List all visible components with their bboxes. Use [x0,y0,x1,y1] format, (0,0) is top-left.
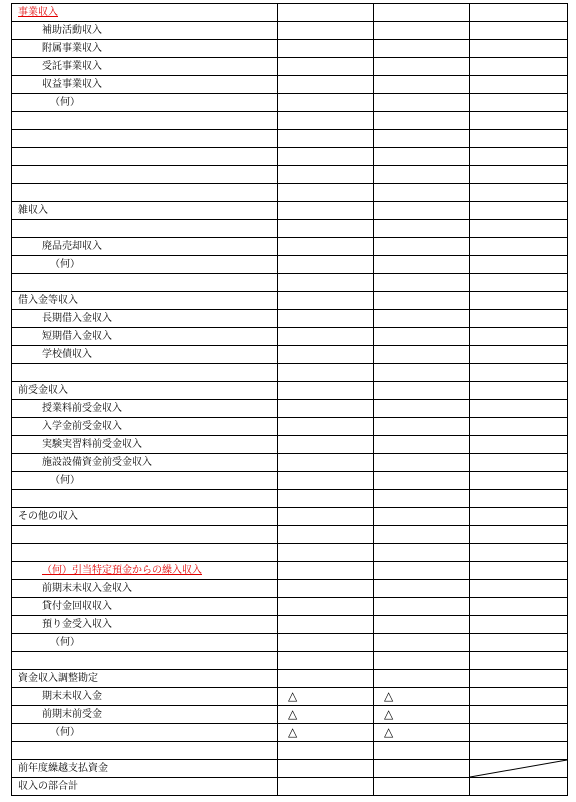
budget-cell [278,472,374,490]
budget-cell [278,544,374,562]
difference-cell [470,490,568,508]
actual-cell [374,544,470,562]
account-label: 実験実習料前受金収入 [12,436,278,454]
table-row [12,400,568,418]
account-label [12,364,278,382]
account-label: 収入の部合計 [12,778,278,796]
actual-cell [374,22,470,40]
account-label [12,652,278,670]
actual-cell [374,436,470,454]
budget-cell [278,328,374,346]
table-row [12,364,568,382]
budget-cell [278,40,374,58]
table-row [12,670,568,688]
difference-cell [470,706,568,724]
table-row [12,634,568,652]
actual-cell [374,292,470,310]
budget-cell [278,634,374,652]
budget-cell [278,580,374,598]
account-label [12,274,278,292]
account-label: 学校債収入 [12,346,278,364]
difference-cell [470,274,568,292]
difference-cell [470,130,568,148]
table-row [12,220,568,238]
budget-cell [278,58,374,76]
budget-cell [278,238,374,256]
budget-cell [278,220,374,238]
difference-cell [470,40,568,58]
actual-cell [374,508,470,526]
budget-cell [278,346,374,364]
table-row [12,130,568,148]
actual-cell [374,760,470,778]
account-label: 前受金収入 [12,382,278,400]
account-label: （何） [12,724,278,742]
difference-cell [470,310,568,328]
difference-cell [470,58,568,76]
diagonal-line [470,760,567,777]
actual-cell [374,346,470,364]
budget-cell [278,400,374,418]
budget-cell [278,364,374,382]
account-label: 短期借入金収入 [12,328,278,346]
table-row [12,418,568,436]
budget-cell: △ [278,706,374,724]
table-row [12,256,568,274]
account-label: 補助活動収入 [12,22,278,40]
actual-cell [374,256,470,274]
difference-cell [470,400,568,418]
actual-cell [374,472,470,490]
budget-cell [278,436,374,454]
account-label [12,490,278,508]
difference-cell [470,238,568,256]
table-row [12,40,568,58]
budget-cell [278,616,374,634]
table-row [12,706,568,724]
actual-cell [374,130,470,148]
difference-cell [470,346,568,364]
budget-cell [278,526,374,544]
income-ledger-table [11,3,568,796]
budget-cell [278,418,374,436]
difference-cell [470,724,568,742]
account-label: 借入金等収入 [12,292,278,310]
actual-cell [374,598,470,616]
table-row [12,472,568,490]
actual-cell [374,238,470,256]
account-label: （何） [12,634,278,652]
difference-cell [470,778,568,796]
account-label: 廃品売却収入 [12,238,278,256]
account-label [12,544,278,562]
account-label: 収益事業収入 [12,76,278,94]
table-row [12,184,568,202]
budget-cell [278,490,374,508]
budget-cell [278,670,374,688]
difference-cell [470,436,568,454]
actual-cell [374,148,470,166]
budget-cell [278,562,374,580]
budget-cell [278,508,374,526]
table-row [12,274,568,292]
table-row [12,778,568,796]
table-row [12,58,568,76]
diagonal-cell [470,760,568,778]
actual-cell [374,40,470,58]
budget-cell [278,292,374,310]
account-label: 前年度繰越支払資金 [12,760,278,778]
difference-cell [470,508,568,526]
account-label [12,742,278,760]
actual-cell [374,778,470,796]
table-row [12,310,568,328]
actual-cell [374,94,470,112]
budget-cell [278,130,374,148]
ledger-body [12,4,568,796]
budget-cell [278,148,374,166]
budget-cell [278,742,374,760]
account-label [12,166,278,184]
table-row [12,436,568,454]
account-label: 受託事業収入 [12,58,278,76]
actual-cell [374,526,470,544]
table-row [12,292,568,310]
table-row [12,454,568,472]
difference-cell [470,148,568,166]
account-label [12,220,278,238]
difference-cell [470,202,568,220]
table-row [12,94,568,112]
actual-cell [374,400,470,418]
budget-cell [278,184,374,202]
table-row [12,742,568,760]
account-label: （何） [12,256,278,274]
actual-cell [374,580,470,598]
account-label: 授業料前受金収入 [12,400,278,418]
difference-cell [470,652,568,670]
table-row [12,148,568,166]
table-row [12,328,568,346]
account-label: 事業収入 [12,4,278,22]
budget-cell [278,778,374,796]
budget-cell [278,112,374,130]
difference-cell [470,742,568,760]
actual-cell [374,652,470,670]
difference-cell [470,382,568,400]
account-label [12,112,278,130]
table-row [12,508,568,526]
table-row [12,616,568,634]
difference-cell [470,112,568,130]
difference-cell [470,598,568,616]
actual-cell [374,454,470,472]
table-row [12,4,568,22]
budget-cell [278,202,374,220]
account-label: 施設設備資金前受金収入 [12,454,278,472]
actual-cell [374,202,470,220]
budget-cell: △ [278,688,374,706]
table-row [12,724,568,742]
budget-cell [278,310,374,328]
actual-cell [374,364,470,382]
difference-cell [470,562,568,580]
actual-cell [374,220,470,238]
difference-cell [470,22,568,40]
table-row [12,490,568,508]
table-row [12,652,568,670]
actual-cell [374,382,470,400]
budget-cell [278,94,374,112]
actual-cell: △ [374,688,470,706]
budget-cell [278,166,374,184]
actual-cell [374,562,470,580]
difference-cell [470,76,568,94]
table-row [12,544,568,562]
difference-cell [470,616,568,634]
table-row [12,112,568,130]
actual-cell [374,274,470,292]
actual-cell [374,742,470,760]
difference-cell [470,688,568,706]
difference-cell [470,4,568,22]
difference-cell [470,472,568,490]
difference-cell [470,454,568,472]
difference-cell [470,364,568,382]
difference-cell [470,220,568,238]
difference-cell [470,580,568,598]
actual-cell [374,76,470,94]
budget-cell [278,382,374,400]
account-label: 前期末未収入金収入 [12,580,278,598]
budget-cell [278,760,374,778]
budget-cell [278,256,374,274]
account-label [12,148,278,166]
budget-cell [278,274,374,292]
budget-cell [278,598,374,616]
budget-cell [278,652,374,670]
table-row [12,382,568,400]
account-label: 附属事業収入 [12,40,278,58]
difference-cell [470,418,568,436]
actual-cell: △ [374,724,470,742]
table-row [12,76,568,94]
account-label: 資金収入調整勘定 [12,670,278,688]
actual-cell [374,328,470,346]
table-row [12,526,568,544]
actual-cell [374,184,470,202]
table-row [12,22,568,40]
actual-cell [374,634,470,652]
account-label: 長期借入金収入 [12,310,278,328]
actual-cell [374,58,470,76]
actual-cell [374,4,470,22]
table-row [12,562,568,580]
difference-cell [470,526,568,544]
budget-cell [278,76,374,94]
account-label [12,130,278,148]
difference-cell [470,166,568,184]
account-label: （何） [12,94,278,112]
account-label: 期末未収入金 [12,688,278,706]
actual-cell [374,670,470,688]
actual-cell [374,616,470,634]
difference-cell [470,544,568,562]
account-label: 前期末前受金 [12,706,278,724]
account-label: （何）引当特定預金からの繰入収入 [12,562,278,580]
budget-cell [278,454,374,472]
account-label: その他の収入 [12,508,278,526]
actual-cell [374,418,470,436]
difference-cell [470,256,568,274]
difference-cell [470,634,568,652]
actual-cell [374,310,470,328]
budget-cell [278,22,374,40]
table-row [12,760,568,778]
table-row [12,346,568,364]
account-label: 貸付金回収収入 [12,598,278,616]
actual-cell [374,166,470,184]
table-row [12,202,568,220]
difference-cell [470,292,568,310]
table-row [12,238,568,256]
difference-cell [470,670,568,688]
difference-cell [470,184,568,202]
budget-cell [278,4,374,22]
difference-cell [470,94,568,112]
table-row [12,598,568,616]
actual-cell: △ [374,706,470,724]
table-row [12,580,568,598]
account-label: 入学金前受金収入 [12,418,278,436]
account-label: 雑収入 [12,202,278,220]
table-row [12,166,568,184]
account-label: （何） [12,472,278,490]
difference-cell [470,328,568,346]
account-label: 預り金受入収入 [12,616,278,634]
budget-cell: △ [278,724,374,742]
account-label [12,184,278,202]
account-label [12,526,278,544]
actual-cell [374,112,470,130]
table-row [12,688,568,706]
actual-cell [374,490,470,508]
